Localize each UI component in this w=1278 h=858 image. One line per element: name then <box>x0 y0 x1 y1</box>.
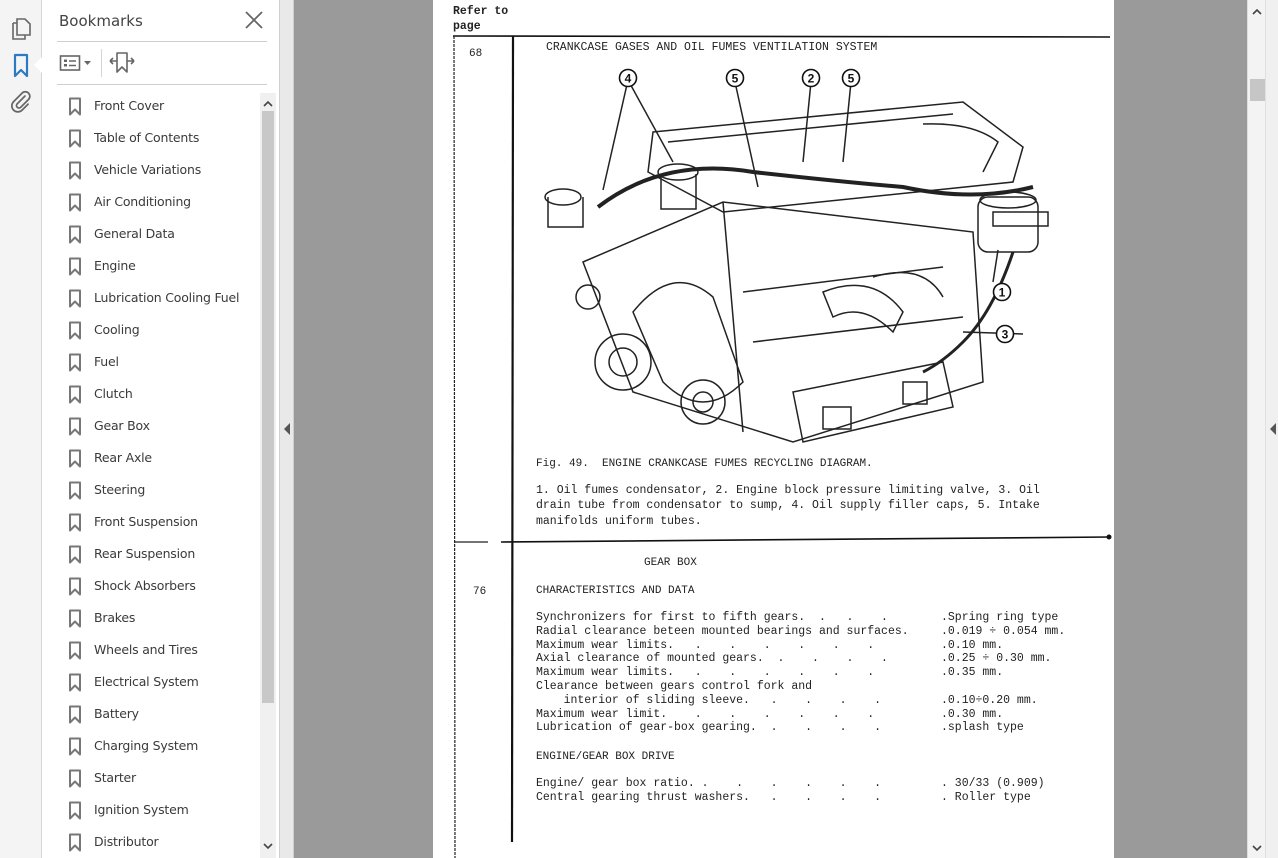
scroll-up-button[interactable] <box>260 95 276 111</box>
callout-3: 3 <box>1001 327 1009 342</box>
bookmark-item[interactable] <box>42 154 260 186</box>
bookmark-item[interactable] <box>42 122 260 154</box>
bookmark-label: Front Cover <box>94 98 164 113</box>
spec-label: interior of sliding sleeve. . . . . <box>536 693 882 707</box>
bookmark-label: Cooling <box>94 322 140 337</box>
bookmark-label: Steering <box>94 482 146 497</box>
panel-splitter[interactable] <box>280 0 294 858</box>
bookmark-list <box>42 90 260 858</box>
bookmark-options-button[interactable] <box>59 51 93 75</box>
bookmark-label: Charging System <box>94 738 199 753</box>
spec-value: .0.10÷0.20 mm. <box>941 693 1038 707</box>
spec-value: .Spring ring type <box>941 611 1059 624</box>
list-options-icon <box>59 54 81 72</box>
engine-diagram <box>543 62 1053 457</box>
bookmark-item[interactable] <box>42 602 260 634</box>
bookmark-label: Shock Absorbers <box>94 578 196 593</box>
scrollbar-thumb[interactable] <box>262 111 274 703</box>
bookmark-item[interactable] <box>42 218 260 250</box>
spec-label: Central gearing thrust washers. . . . . <box>536 791 882 804</box>
bookmark-icon <box>68 385 82 404</box>
bookmark-item[interactable] <box>42 698 260 730</box>
bookmark-icon <box>68 129 82 148</box>
attachments-button[interactable] <box>6 87 36 117</box>
spec-value: . 30/33 (0.909) <box>941 777 1045 790</box>
bookmark-label: Vehicle Variations <box>94 162 202 177</box>
bookmark-icon <box>68 801 82 820</box>
bookmark-scrollbar[interactable] <box>260 93 276 858</box>
spec-value: . Roller type <box>941 791 1031 804</box>
bookmark-item[interactable] <box>42 730 260 762</box>
bookmark-icon <box>68 705 82 724</box>
bookmark-item[interactable] <box>42 282 260 314</box>
bookmark-icon <box>68 545 82 564</box>
callout-5a: 5 <box>731 71 739 86</box>
spec-label: Maximum wear limits. . . . . . . <box>536 666 875 680</box>
bookmark-label: Rear Suspension <box>94 546 196 561</box>
chevron-up-icon <box>1252 8 1262 15</box>
bookmark-item[interactable] <box>42 378 260 410</box>
section-title: CRANKCASE GASES AND OIL FUMES VENTILATION SYSTEM <box>546 41 878 54</box>
bookmark-label: Engine <box>94 258 136 273</box>
bookmark-item[interactable] <box>42 506 260 538</box>
scrollbar-track[interactable] <box>1248 0 1266 858</box>
drive-heading: ENGINE/GEAR BOX DRIVE <box>536 751 675 763</box>
bookmark-icon <box>68 321 82 340</box>
pdf-page <box>433 0 1114 858</box>
bookmark-label: Air Conditioning <box>94 194 191 209</box>
divider <box>57 41 267 42</box>
collapse-panel-arrow-icon[interactable] <box>284 423 290 435</box>
close-icon <box>243 9 265 31</box>
spec-value: .0.019 ÷ 0.054 mm. <box>941 624 1066 638</box>
figure-caption: Fig. 49. ENGINE CRANKCASE FUMES RECYCLING DIAGRAM. <box>536 458 873 470</box>
bookmark-icon <box>68 481 82 500</box>
spec-label: Synchronizers for first to fifth gears. . . . <box>536 611 888 624</box>
bookmark-item[interactable] <box>42 634 260 666</box>
scroll-down-button[interactable] <box>1249 840 1265 856</box>
bookmark-item[interactable] <box>42 346 260 378</box>
chevron-down-icon <box>1252 845 1262 852</box>
bookmark-icon <box>68 449 82 468</box>
panel-title: Bookmarks <box>59 12 143 30</box>
close-panel-button[interactable] <box>243 9 265 31</box>
bookmark-icon <box>68 97 82 116</box>
bookmark-label: Front Suspension <box>94 514 198 529</box>
bookmark-item[interactable] <box>42 442 260 474</box>
chevron-up-icon <box>263 100 273 107</box>
bookmark-label: General Data <box>94 226 175 241</box>
page-label: page <box>453 20 481 33</box>
callout-1: 1 <box>998 285 1006 300</box>
bookmark-label: Ignition System <box>94 802 189 817</box>
bookmark-item[interactable] <box>42 826 260 858</box>
section-title-gear-box: GEAR BOX <box>644 557 697 569</box>
bookmark-label: Wheels and Tires <box>94 642 198 657</box>
spec-label: Axial clearance of mounted gears. . . . . <box>536 652 888 666</box>
bookmark-icon <box>68 641 82 660</box>
document-viewport[interactable] <box>295 0 1247 858</box>
spec-value: .0.30 mm. <box>941 707 1004 721</box>
characteristics-heading: CHARACTERISTICS AND DATA <box>536 585 695 597</box>
spec-label: Lubrication of gear-box gearing. . . . . <box>536 721 882 735</box>
bookmark-item[interactable] <box>42 538 260 570</box>
bookmark-item[interactable] <box>42 410 260 442</box>
bookmark-icon <box>68 257 82 276</box>
bookmark-icon <box>68 737 82 756</box>
chevron-down-icon <box>263 843 273 850</box>
bookmark-label: Table of Contents <box>94 130 200 145</box>
bookmark-icon <box>68 289 82 308</box>
bookmark-label: Starter <box>94 770 136 785</box>
bookmark-label: Lubrication Cooling Fuel <box>94 290 240 305</box>
page-ref-68: 68 <box>469 48 483 60</box>
callout-4: 4 <box>624 71 632 86</box>
spec-value: .0.10 mm. <box>941 638 1004 652</box>
bookmark-label: Clutch <box>94 386 133 401</box>
spec-label: Engine/ gear box ratio. . . . . . . <box>536 777 882 790</box>
page-thumbnails-button[interactable] <box>6 14 36 44</box>
bookmark-label: Gear Box <box>94 418 150 433</box>
figure-legend-line: manifolds uniform tubes. <box>536 515 702 528</box>
spec-label: Maximum wear limits. . . . . . . <box>536 638 875 652</box>
scrollbar-thumb[interactable] <box>1250 79 1265 101</box>
callout-2: 2 <box>807 71 815 86</box>
bookmark-icon <box>68 417 82 436</box>
spec-label: Clearance between gears control fork and <box>536 680 813 693</box>
bookmark-icon <box>68 353 82 372</box>
bookmark-label: Fuel <box>94 354 119 369</box>
bookmark-item[interactable] <box>42 314 260 346</box>
bookmark-label: Distributor <box>94 834 159 849</box>
spec-value: .0.35 mm. <box>941 666 1004 680</box>
document-scrollbar[interactable] <box>1247 0 1278 858</box>
spec-label: Radial clearance beteen mounted bearings and surfaces. <box>536 624 909 638</box>
scroll-down-button[interactable] <box>260 838 276 854</box>
active-panel-pointer <box>34 57 42 73</box>
bookmark-label: Brakes <box>94 610 136 625</box>
bookmark-item[interactable] <box>42 186 260 218</box>
bookmark-label: Electrical System <box>94 674 199 689</box>
figure-legend-line: drain tube from condensator to sump, 4. Oil supply filler caps, 5. Intake <box>536 499 1040 512</box>
paperclip-icon <box>10 90 32 114</box>
spec-value: .splash type <box>941 721 1024 735</box>
spec-value: .0.25 ÷ 0.30 mm. <box>941 652 1052 666</box>
expand-bookmark-button[interactable] <box>108 49 136 77</box>
toolbar-divider <box>101 49 102 77</box>
bookmark-icon <box>68 769 82 788</box>
bookmark-item[interactable] <box>42 90 260 122</box>
callout-5b: 5 <box>847 71 855 86</box>
bookmark-icon <box>68 673 82 692</box>
navigation-rail <box>0 0 42 858</box>
chevron-down-icon <box>83 59 92 67</box>
refer-to-label: Refer to <box>453 5 509 18</box>
bookmark-icon <box>68 161 82 180</box>
bookmark-icon <box>68 833 82 852</box>
bookmarks-panel <box>42 0 280 858</box>
bookmark-item[interactable] <box>42 762 260 794</box>
bookmark-item[interactable] <box>42 794 260 826</box>
bookmark-item[interactable] <box>42 666 260 698</box>
bookmark-item[interactable] <box>42 474 260 506</box>
bookmark-icon <box>68 609 82 628</box>
bookmark-item[interactable] <box>42 570 260 602</box>
bookmark-icon <box>68 513 82 532</box>
bookmark-icon <box>68 577 82 596</box>
bookmark-icon <box>68 193 82 212</box>
bookmark-icon <box>12 53 30 79</box>
bookmark-label: Rear Axle <box>94 450 152 465</box>
figure-legend-line: 1. Oil fumes condensator, 2. Engine block pressure limiting valve, 3. Oil <box>536 484 1040 497</box>
scroll-up-button[interactable] <box>1249 3 1265 19</box>
bookmarks-button[interactable] <box>6 51 36 81</box>
expand-right-pane-arrow-icon[interactable] <box>1270 423 1276 435</box>
page-thumbnails-icon <box>10 17 32 41</box>
bookmark-item[interactable] <box>42 250 260 282</box>
spec-label: Maximum wear limit. . . . . . . <box>536 707 875 721</box>
divider <box>57 84 267 85</box>
page-ref-76: 76 <box>473 586 487 598</box>
bookmark-icon <box>68 225 82 244</box>
expand-bookmark-icon <box>108 49 136 77</box>
bookmark-label: Battery <box>94 706 139 721</box>
